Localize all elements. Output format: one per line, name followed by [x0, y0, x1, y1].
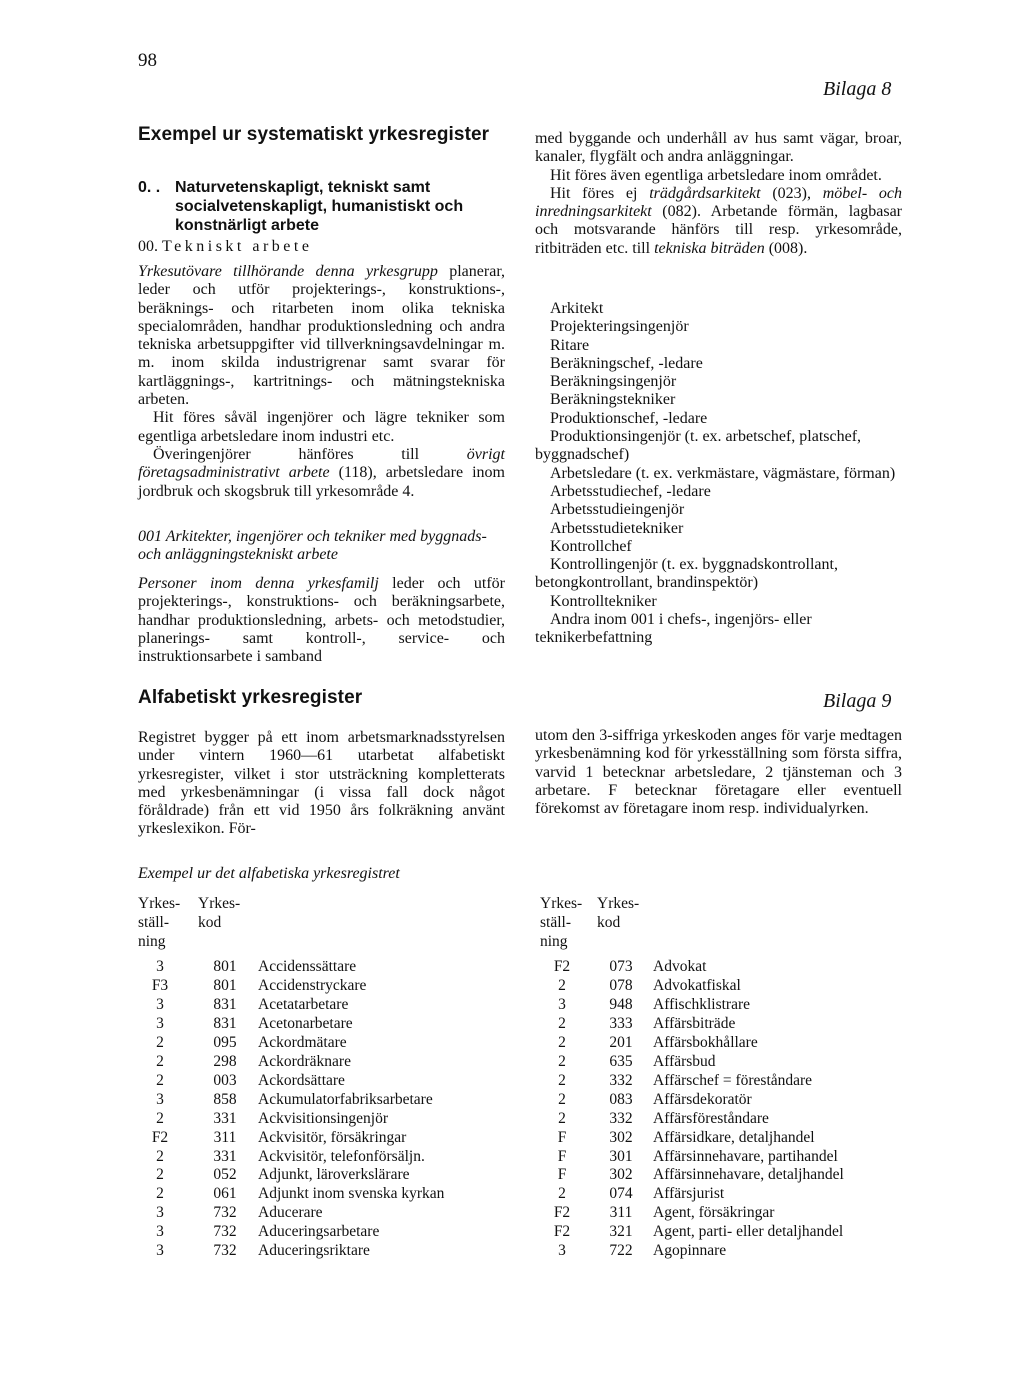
- page-number: 98: [138, 50, 157, 71]
- occupation-name-cell: Affärsbokhållare: [653, 1033, 758, 1051]
- section-00-number: 00.: [138, 238, 158, 255]
- position-code-cell: 2: [156, 1071, 164, 1089]
- position-code-cell: 3: [156, 1090, 164, 1108]
- appendix-label-9: Bilaga 9: [823, 690, 892, 712]
- occupation-name-cell: Affärsföreståndare: [653, 1109, 769, 1127]
- occupation-name-cell: Affärsinnehavare, partihandel: [653, 1147, 838, 1165]
- position-code-cell: 2: [558, 1033, 566, 1051]
- list-item: Arbetsstudietekniker: [550, 519, 684, 537]
- position-code-cell: 2: [156, 1147, 164, 1165]
- occupation-name-cell: Aducerare: [258, 1204, 323, 1222]
- occupation-code-cell: 948: [609, 995, 633, 1013]
- position-code-cell: F3: [151, 976, 169, 994]
- position-code-cell: 2: [558, 1109, 566, 1127]
- occupation-name-cell: Ackvisitör, telefonförsäljn.: [258, 1147, 425, 1165]
- occupation-code-cell: 298: [213, 1052, 237, 1070]
- c-note-f: tekniska biträden: [654, 239, 765, 257]
- occupation-code-cell: 003: [213, 1071, 237, 1089]
- appendix-label-8: Bilaga 8: [823, 78, 892, 100]
- occupation-name-cell: Affärsidkare, detaljhandel: [653, 1128, 815, 1146]
- position-code-cell: 2: [558, 1185, 566, 1203]
- occupation-name-cell: Agent, försäkringar: [653, 1204, 775, 1222]
- occupation-code-cell: 302: [609, 1166, 633, 1184]
- position-code-cell: 3: [558, 1242, 566, 1260]
- occupation-code-cell: 083: [609, 1090, 633, 1108]
- position-code-cell: 2: [156, 1033, 164, 1051]
- c-note-e: (082). Arbetande förmän, lagbasar och motsvarande hänförs till resp. yrkesområde, ritbiträden etc. till: [535, 203, 902, 257]
- alphabetic-intro-right: utom den 3-siffriga yrkeskoden anges för varje medtagen yrkesbenämning kod för yrkesställning som första siffra, varvid 1 betecknar arbetsledare, 2 tjänsteman och 3 arbetare. F betecknar företagare eller eventuell förekomst av företagare inom resp. individualyrken.: [535, 727, 902, 818]
- list-item: Andra inom 001 i chefs-, ingenjörs- eller teknikerbefattning: [535, 611, 812, 647]
- list-item: Beräkningstekniker: [550, 391, 676, 409]
- occupation-name-cell: Affärschef = föreståndare: [653, 1071, 813, 1089]
- c-note-c: (023),: [760, 184, 823, 202]
- occupation-name-cell: Acetatarbetare: [258, 995, 349, 1013]
- occupation-code-cell: 331: [213, 1147, 237, 1165]
- section-001-lead: Personer inom denna yrkesfamilj: [138, 575, 379, 592]
- continued-text: med byggande och underhåll av hus samt vägar, broar, kanaler, flygfält och andra anläggningar.: [535, 130, 902, 166]
- occupation-name-cell: Ackordmätare: [258, 1033, 347, 1051]
- position-code-cell: F2: [553, 958, 571, 975]
- occupation-code-cell: 311: [213, 1128, 237, 1146]
- list-item: Arbetsstudieingenjör: [550, 501, 685, 519]
- left-table-header-code: Yrkes- kod: [198, 895, 241, 931]
- list-item: Arbetsledare (t. ex. verkmästare, vägmästare, förman): [550, 464, 896, 482]
- occupation-code-cell: 332: [609, 1109, 633, 1127]
- note-2-italic: övrigt företagsadministrativt arbete: [138, 445, 505, 482]
- alphabetic-intro-left: Registret bygger på ett inom arbetsmarknadsstyrelsen under vintern 1960—61 utarbetat alfabetiskt yrkesregister, vilket i stor utsträckning kompletterats med yrkesbenämningar (i vissa fall dock något föråldrade) från ett vid 1950 års folkräkning använt yrkeslexikon. För-: [138, 729, 505, 838]
- section-00-note-1: Hit föres såväl ingenjörer och lägre tekniker som egentliga arbetsledare inom industri etc.: [138, 409, 505, 445]
- occupation-code-cell: 858: [213, 1090, 237, 1108]
- list-item: Beräkningsingenjör: [550, 373, 677, 391]
- occupation-code-cell: 073: [609, 958, 633, 975]
- occupation-code-cell: 831: [213, 995, 237, 1013]
- section-00-description: [138, 263, 505, 501]
- position-code-cell: 2: [558, 1014, 566, 1032]
- list-item: Produktionsingenjör (t. ex. arbetschef, platschef, byggnadschef): [535, 428, 862, 464]
- occupation-name-cell: Affischklistrare: [653, 995, 750, 1013]
- occupation-name-cell: Agent, parti- eller detaljhandel: [653, 1223, 844, 1241]
- occupation-name-cell: Ackvisitör, försäkringar: [258, 1128, 407, 1146]
- occupation-name-cell: Agopinnare: [653, 1242, 727, 1260]
- occupation-code-cell: 311: [609, 1204, 633, 1222]
- occupation-code-cell: 831: [213, 1014, 237, 1032]
- occupation-code-cell: 331: [213, 1109, 237, 1127]
- position-code-cell: 2: [558, 1090, 566, 1108]
- section-00-body: planerar, leder och utför projekterings-, konstruktions-, beräknings- och ritarbeten inom olika tekniska specialområden, handhar produktionsledning och andra tekniska arbetsuppgifter vid tillverkningsavdelningar m. m. inom skilda industrigrenar samt svarar för kartläggnings-, kartritnings- och mätningstekniska arbeten.: [138, 263, 506, 409]
- position-code-cell: 3: [156, 1242, 164, 1260]
- occupation-code-cell: 201: [609, 1033, 633, 1051]
- occupation-name-cell: Aduceringsriktare: [258, 1242, 370, 1260]
- occupation-name-cell: Ackumulatorfabriksarbetare: [258, 1090, 433, 1108]
- occupation-title-list: [535, 300, 902, 648]
- right-table-header-code: Yrkes- kod: [597, 895, 640, 931]
- left-table-header-position: Yrkes- ställ- ning: [138, 895, 181, 950]
- list-item: Kontrollchef: [550, 537, 632, 555]
- note-2-text-a: Överingenjörer hänföres till: [153, 445, 467, 463]
- occupation-code-cell: 061: [213, 1185, 237, 1203]
- occupation-name-cell: Affärsdekoratör: [653, 1090, 752, 1108]
- occupation-code-cell: 301: [609, 1147, 633, 1165]
- occupation-name-cell: Advokat: [653, 958, 707, 975]
- continued-note-1: Hit föres även egentliga arbetsledare inom området.: [550, 166, 882, 184]
- occupation-name-cell: Adjunkt inom svenska kyrkan: [258, 1185, 445, 1203]
- occupation-name-cell: Acetonarbetare: [258, 1014, 353, 1032]
- occupation-code-cell: 801: [213, 958, 237, 975]
- note-2-text-c: (118), arbetsledare inom jordbruk och skogsbruk till yrkesområde 4.: [138, 464, 505, 500]
- position-code-cell: F: [557, 1128, 567, 1146]
- position-code-cell: F: [557, 1147, 567, 1165]
- systematic-register-heading: Exempel ur systematiskt yrkesregister: [138, 124, 490, 145]
- list-item: Arbetsstudiechef, -ledare: [550, 482, 711, 500]
- occupation-code-cell: 732: [213, 1204, 237, 1222]
- occupation-code-cell: 333: [609, 1014, 633, 1032]
- c-note-d: möbel- och inredningsarkitekt: [535, 184, 903, 221]
- position-code-cell: 3: [156, 1014, 164, 1032]
- section-001-title: 001 Arkitekter, ingenjörer och tekniker med byggnads- och anläggningstekniskt arbete: [138, 528, 487, 564]
- occupation-name-cell: Accidenssättare: [258, 958, 357, 975]
- occupation-name-cell: Affärsbiträde: [653, 1014, 736, 1032]
- occupation-code-cell: 302: [609, 1128, 633, 1146]
- position-code-cell: 2: [558, 1071, 566, 1089]
- section-00-note-2: [138, 446, 505, 501]
- section-0-title: Naturvetenskapligt, tekniskt samt socialvetenskapligt, humanistiskt och konstnärligt arbete: [175, 179, 464, 234]
- right-table-header-position: Yrkes- ställ- ning: [540, 895, 583, 950]
- occupation-code-cell: 732: [213, 1242, 237, 1260]
- position-code-cell: 3: [156, 995, 164, 1013]
- list-item: Produktionschef, -ledare: [550, 409, 708, 427]
- list-item: Arkitekt: [550, 300, 604, 317]
- occupation-name-cell: Adjunkt, läroverkslärare: [258, 1166, 410, 1184]
- position-code-cell: F2: [553, 1204, 571, 1222]
- list-item: Projekteringsingenjör: [550, 318, 689, 336]
- continued-note-2: [535, 185, 902, 258]
- position-code-cell: 3: [156, 958, 164, 975]
- list-item: Beräkningschef, -ledare: [550, 354, 703, 372]
- position-code-cell: 2: [156, 1185, 164, 1203]
- position-code-cell: 3: [558, 995, 566, 1013]
- occupation-name-cell: Ackordräknare: [258, 1052, 351, 1070]
- occupation-name-cell: Aduceringsarbetare: [258, 1223, 380, 1241]
- occupation-code-cell: 321: [609, 1223, 633, 1241]
- section-00-heading: [138, 238, 312, 256]
- occupation-name-cell: Ackvisitionsingenjör: [258, 1109, 389, 1127]
- position-code-cell: F2: [553, 1223, 571, 1241]
- position-code-cell: 2: [156, 1109, 164, 1127]
- c-note-g: (008).: [764, 239, 808, 257]
- alphabetic-register-heading: Alfabetiskt yrkesregister: [138, 687, 363, 708]
- occupation-name-cell: Ackordsättare: [258, 1071, 345, 1089]
- occupation-code-cell: 732: [213, 1223, 237, 1241]
- occupation-code-cell: 074: [609, 1185, 633, 1203]
- list-item: Ritare: [550, 336, 590, 354]
- occupation-code-cell: 635: [609, 1052, 633, 1070]
- c-note-b: trädgårdsarkitekt: [649, 184, 761, 202]
- occupation-name-cell: Affärsjurist: [653, 1185, 725, 1203]
- section-00-lead: Yrkesutövare tillhörande denna yrkesgrupp: [138, 263, 438, 280]
- list-item: Kontrolltekniker: [550, 592, 657, 610]
- occupation-code-cell: 095: [213, 1033, 237, 1051]
- occupation-code-cell: 801: [213, 976, 237, 994]
- position-code-cell: 3: [156, 1204, 164, 1222]
- alphabetic-example-title: Exempel ur det alfabetiska yrkesregistret: [138, 865, 400, 882]
- section-001-continued: [535, 130, 902, 258]
- section-001-description: [138, 575, 505, 666]
- section-00-title: Tekniskt arbete: [162, 238, 313, 255]
- occupation-name-cell: Accidenstryckare: [258, 976, 367, 994]
- list-item: Kontrollingenjör (t. ex. byggnadskontrollant, betongkontrollant, brandinspektör): [535, 556, 838, 592]
- occupation-code-cell: 052: [213, 1166, 237, 1184]
- occupation-code-cell: 332: [609, 1071, 633, 1089]
- position-code-cell: 2: [558, 1052, 566, 1070]
- position-code-cell: F2: [151, 1128, 169, 1146]
- section-001-body: leder och utför projekterings-, konstruktions- och beräkningsarbete, handhar produktionsledning, arbets- och metodstudier, planerings- samt kontroll-, service- och instruktionsarbete i samband: [138, 575, 505, 666]
- occupation-code-cell: 078: [609, 976, 633, 994]
- section-0-number: 0. .: [138, 179, 161, 196]
- position-code-cell: 2: [156, 1166, 164, 1184]
- occupation-name-cell: Advokatfiskal: [653, 976, 741, 994]
- occupation-code-cell: 722: [609, 1242, 633, 1260]
- position-code-cell: F: [557, 1166, 567, 1184]
- position-code-cell: 3: [156, 1223, 164, 1241]
- position-code-cell: 2: [156, 1052, 164, 1070]
- occupation-name-cell: Affärsinnehavare, detaljhandel: [653, 1166, 844, 1184]
- c-note-a: Hit föres ej: [550, 184, 650, 202]
- position-code-cell: 2: [558, 976, 566, 994]
- occupation-name-cell: Affärsbud: [653, 1052, 716, 1070]
